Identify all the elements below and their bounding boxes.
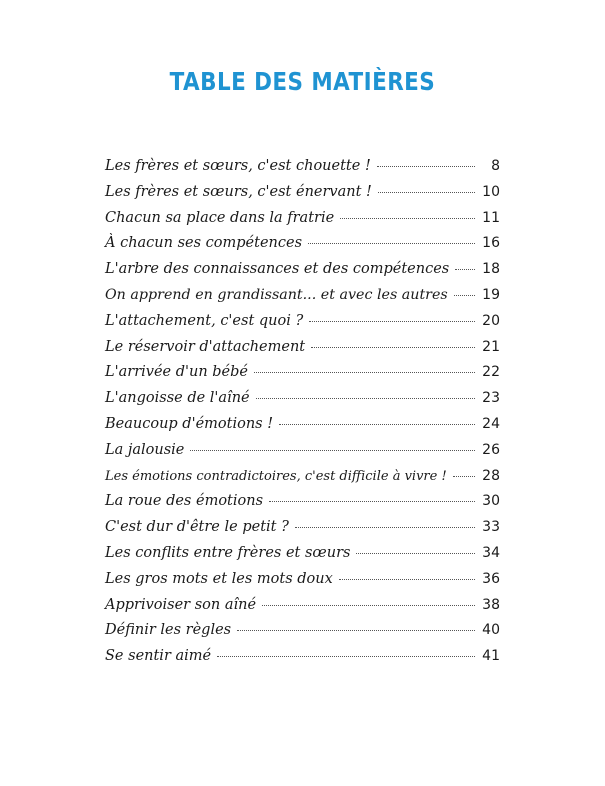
toc-page-number: 40 [482, 622, 500, 639]
dot-leader [455, 269, 475, 270]
toc-entry-title: Les gros mots et les mots doux [105, 570, 333, 587]
toc-entry[interactable] [105, 158, 500, 184]
dot-leader [311, 347, 475, 348]
dot-leader [377, 166, 475, 167]
toc-page-number: 22 [482, 364, 500, 381]
toc-page-number: 19 [482, 286, 500, 303]
toc-page-number: 23 [482, 390, 500, 407]
toc-entry[interactable] [105, 313, 500, 339]
toc-entry-title: Apprivoiser son aîné [105, 596, 257, 613]
table-of-contents [105, 158, 500, 674]
toc-entry[interactable] [105, 287, 500, 313]
toc-page-number: 41 [482, 648, 500, 665]
toc-page-number: 26 [482, 441, 500, 458]
dot-leader [356, 553, 475, 554]
toc-entry-title: L'arrivée d'un bébé [105, 364, 249, 381]
toc-entry[interactable] [105, 648, 500, 674]
dot-leader [309, 321, 475, 322]
toc-entry-title: L'arbre des connaissances et des compétences [105, 261, 450, 278]
toc-entry[interactable] [105, 235, 500, 261]
dot-leader [217, 656, 475, 657]
toc-entry-title: À chacun ses compétences [105, 235, 303, 252]
toc-entry[interactable] [105, 184, 500, 210]
toc-entry[interactable] [105, 493, 500, 519]
dot-leader [256, 398, 475, 399]
toc-entry-title: C'est dur d'être le petit ? [105, 519, 289, 536]
toc-entry-title: Définir les règles [105, 622, 232, 639]
toc-entry[interactable] [105, 468, 500, 494]
dot-leader [453, 476, 475, 477]
toc-entry[interactable] [105, 545, 500, 571]
toc-page-number: 8 [491, 158, 500, 174]
dot-leader [279, 424, 475, 425]
toc-page-number: 18 [482, 261, 500, 278]
toc-entry-title: Chacun sa place dans la fratrie [105, 209, 335, 226]
toc-page-number: 24 [482, 415, 500, 432]
toc-entry[interactable] [105, 571, 500, 597]
dot-leader [308, 243, 475, 244]
dot-leader [269, 501, 475, 502]
toc-page-number: 20 [482, 312, 500, 329]
toc-page-number: 16 [482, 235, 500, 252]
toc-entry[interactable] [105, 442, 500, 468]
toc-entry[interactable] [105, 261, 500, 287]
toc-entry[interactable] [105, 210, 500, 236]
toc-entry-title: Beaucoup d'émotions ! [105, 415, 274, 432]
toc-entry-title: Les émotions contradictoires, c'est difficile à vivre ! [105, 468, 447, 484]
toc-page-number: 30 [482, 493, 500, 510]
dot-leader [339, 579, 475, 580]
toc-page-number: 38 [482, 596, 500, 613]
toc-page-number: 33 [482, 519, 500, 536]
dot-leader [454, 295, 475, 296]
toc-entry-title: Le réservoir d'attachement [105, 338, 306, 355]
toc-entry[interactable] [105, 339, 500, 365]
toc-entry-title: Les frères et sœurs, c'est chouette ! [105, 158, 371, 174]
toc-page-number: 10 [482, 183, 500, 200]
dot-leader [262, 605, 475, 606]
toc-entry[interactable] [105, 519, 500, 545]
toc-entry[interactable] [105, 364, 500, 390]
toc-entry[interactable] [105, 622, 500, 648]
toc-entry-title: L'angoisse de l'aîné [105, 390, 250, 407]
toc-entry-title: La jalousie [105, 441, 185, 458]
dot-leader [237, 630, 475, 631]
toc-entry[interactable] [105, 416, 500, 442]
toc-entry-title: On apprend en grandissant... et avec les autres [105, 286, 448, 303]
toc-entry[interactable] [105, 390, 500, 416]
toc-page-number: 21 [482, 338, 500, 355]
dot-leader [295, 527, 475, 528]
toc-entry-title: Se sentir aimé [105, 648, 212, 665]
toc-page-number: 36 [482, 570, 500, 587]
toc-entry-title: La roue des émotions [105, 493, 264, 510]
dot-leader [190, 450, 475, 451]
toc-page-number: 11 [482, 209, 500, 226]
toc-entry-title: L'attachement, c'est quoi ? [105, 312, 304, 329]
dot-leader [378, 192, 475, 193]
toc-entry[interactable] [105, 597, 500, 623]
dot-leader [340, 218, 475, 219]
dot-leader [254, 372, 475, 373]
toc-page-number: 28 [482, 467, 500, 484]
page-title: TABLE DES MATIÈRES [169, 67, 436, 96]
toc-entry-title: Les conflits entre frères et sœurs [105, 544, 351, 561]
toc-entry-title: Les frères et sœurs, c'est énervant ! [105, 183, 372, 200]
toc-page-number: 34 [482, 544, 500, 561]
